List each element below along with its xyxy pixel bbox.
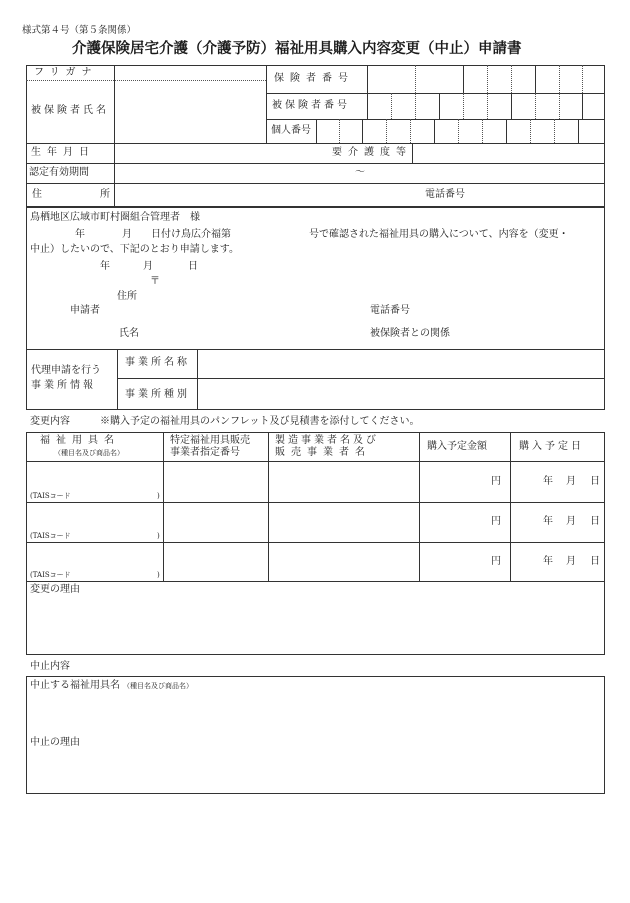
col-line	[412, 143, 413, 163]
tais-code-label: (TAISコード	[30, 492, 71, 500]
digit-cell	[535, 93, 536, 119]
col-line	[367, 65, 368, 119]
dob-label: 生年月日	[31, 147, 95, 158]
digit-cell	[482, 119, 483, 143]
cancel-item-sub: （種目名及び商品名）	[123, 682, 193, 690]
cancel-item-label: 中止する福祉用具名	[30, 680, 120, 691]
agent-label-1: 代理申請を行う	[31, 365, 101, 376]
header-line	[26, 461, 605, 462]
addressee: 鳥栖地区広域市町村圏組合管理者 様	[30, 212, 200, 223]
row-line	[266, 93, 605, 94]
digit-cell	[530, 119, 531, 143]
agent-col-line	[117, 349, 118, 410]
row-month: 月	[566, 476, 576, 487]
digit-cell	[535, 65, 536, 93]
change-label: 変更内容	[30, 416, 70, 427]
digit-cell	[339, 119, 340, 143]
row-day: 日	[590, 476, 600, 487]
row-line	[26, 163, 605, 164]
row-month: 月	[566, 516, 576, 527]
address-label-first: 住	[32, 189, 42, 200]
digit-cell	[415, 93, 416, 119]
page-title: 介護保険居宅介護（介護予防）福祉用具購入内容変更（中止）申請書	[72, 40, 522, 57]
digit-cell	[439, 93, 440, 119]
tais-code-close: )	[157, 532, 160, 540]
row-year: 年	[543, 476, 553, 487]
row-line	[26, 542, 605, 543]
tais-code-close: )	[157, 571, 160, 579]
col-line	[266, 65, 267, 143]
yen-unit: 円	[491, 556, 501, 567]
header-date: 購入予定日	[519, 441, 584, 452]
change-note: ※購入予定の福祉用具のパンフレット及び見積書を添付してください。	[100, 416, 420, 427]
ref-tail: 号で確認された福祉用具の購入について、内容を（変更・	[309, 229, 569, 240]
yen-unit: 円	[491, 476, 501, 487]
validity-label: 認定有効期間	[29, 167, 89, 178]
digit-cell	[458, 119, 459, 143]
cancel-reason-label: 中止の理由	[30, 737, 80, 748]
personal-no-label: 個人番号	[271, 125, 311, 136]
applicant-phone-label: 電話番号	[370, 305, 410, 316]
header-amount: 購入予定金額	[427, 441, 487, 452]
address-label-last: 所	[100, 189, 110, 200]
row-line	[26, 183, 605, 184]
cancel-label: 中止内容	[30, 661, 70, 672]
digit-cell	[487, 93, 488, 119]
digit-cell	[578, 119, 579, 143]
digit-cell	[391, 93, 392, 119]
furigana-label: フリガナ	[34, 67, 98, 78]
postal-mark: 〒	[150, 276, 160, 287]
header-maker-1: 製造事業者名及び	[275, 435, 379, 446]
col-line	[114, 65, 115, 207]
row-day: 日	[590, 556, 600, 567]
tais-code-label: (TAISコード	[30, 532, 71, 540]
validity-separator: ～	[355, 167, 365, 178]
digit-cell	[410, 119, 411, 143]
digit-cell	[434, 119, 435, 143]
digit-cell	[463, 65, 464, 93]
digit-cell	[582, 93, 583, 119]
change-table	[26, 432, 605, 655]
relation-label: 被保険者との関係	[370, 328, 450, 339]
col-line	[163, 432, 164, 581]
col-line	[268, 432, 269, 581]
change-reason-label: 変更の理由	[30, 584, 80, 595]
header-maker-2: 販売事業者名	[275, 447, 371, 458]
digit-cell	[487, 65, 488, 93]
header-designated-2: 事業者指定番号	[170, 447, 240, 458]
digit-cell	[511, 65, 512, 93]
insured-name-label: 被保険者氏名	[31, 105, 109, 116]
date-year: 年	[100, 261, 110, 272]
office-type-label: 事業所種別	[125, 389, 190, 400]
row-line	[26, 143, 605, 144]
digit-cell	[559, 65, 560, 93]
row-year: 年	[543, 556, 553, 567]
date-month: 月	[143, 261, 153, 272]
insured-phone-label: 電話番号	[425, 189, 465, 200]
header-item-sub: （種目名及び商品名）	[54, 449, 124, 457]
insurer-no-label: 保険者番号	[274, 73, 354, 84]
digit-cell	[386, 119, 387, 143]
digit-cell	[463, 93, 464, 119]
applicant-name-label: 氏名	[119, 328, 139, 339]
agent-label-2: 事業所情報	[31, 380, 96, 391]
furigana-divider	[26, 80, 266, 81]
cancel-box	[26, 676, 605, 794]
header-designated-1: 特定福祉用具販売	[170, 435, 250, 446]
digit-cell	[415, 65, 416, 93]
header-item: 福祉用具名	[40, 435, 120, 446]
row-year: 年	[543, 516, 553, 527]
agent-top-line	[26, 349, 605, 350]
col-line	[419, 432, 420, 581]
applicant-address-label: 住所	[117, 291, 137, 302]
care-level-label: 要介護度等	[332, 147, 412, 158]
digit-cell	[554, 119, 555, 143]
digit-cell	[511, 93, 512, 119]
insured-no-label: 被保険者番号	[272, 100, 350, 111]
date-day: 日	[188, 261, 198, 272]
ref-year: 年	[75, 229, 85, 240]
tais-code-close: )	[157, 492, 160, 500]
agent-col-line	[197, 349, 198, 410]
ref-text: 日付け鳥広介福第	[151, 229, 231, 240]
agent-mid-line	[117, 378, 605, 379]
ref-month: 月	[122, 229, 132, 240]
row-line	[26, 502, 605, 503]
row-line	[26, 581, 605, 582]
row-month: 月	[566, 556, 576, 567]
tais-code-label: (TAISコード	[30, 571, 71, 579]
digit-cell	[362, 119, 363, 143]
applicant-label: 申請者	[70, 305, 100, 316]
col-line	[510, 432, 511, 581]
col-line	[316, 119, 317, 143]
digit-cell	[559, 93, 560, 119]
application-statement: 中止）したいので、下記のとおり申請します。	[30, 244, 239, 255]
row-day: 日	[590, 516, 600, 527]
digit-cell	[506, 119, 507, 143]
form-code: 様式第４号（第５条関係）	[22, 25, 137, 36]
office-name-label: 事業所名称	[125, 357, 190, 368]
yen-unit: 円	[491, 516, 501, 527]
digit-cell	[582, 65, 583, 93]
